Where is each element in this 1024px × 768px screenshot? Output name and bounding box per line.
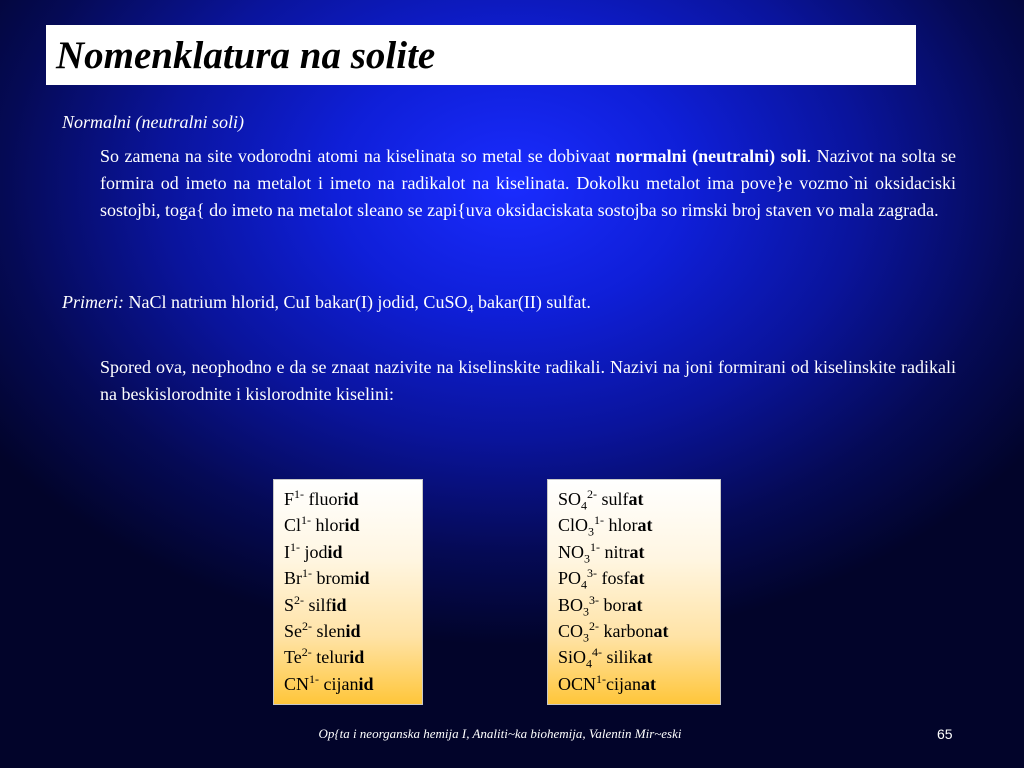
- anion-name-stem: brom: [312, 568, 355, 589]
- anion-name-suffix: at: [653, 620, 669, 641]
- anion-name-suffix: id: [349, 647, 365, 668]
- anion-name-stem: fosf: [597, 568, 630, 589]
- anion-symbol: OCN: [558, 673, 597, 694]
- anion-row: [284, 644, 422, 670]
- anion-name-stem: karbon: [599, 620, 654, 641]
- page-number: 65: [937, 726, 953, 742]
- anion-row: [284, 539, 422, 565]
- anion-name-suffix: id: [331, 594, 347, 615]
- section-heading: Normalni (neutralni soli): [62, 112, 245, 132]
- anion-row: [558, 539, 720, 565]
- anion-charge: 3-: [587, 566, 598, 581]
- anion-name-stem: silf: [304, 594, 332, 615]
- oxo-anions-box: [547, 479, 721, 705]
- anion-symbol: CO: [558, 620, 584, 641]
- paragraph-radicals: Spored ova, neophodno e da se znaat nazivite na kiselinskite radikali. Nazivi na joni formirani od kiselinskite radikali na beskislorodnite i kislorodnite kiselini:: [100, 357, 956, 404]
- anion-name-stem: hlor: [311, 515, 345, 536]
- anion-name-stem: slen: [312, 620, 346, 641]
- anion-row: [284, 486, 422, 512]
- examples-line: [62, 292, 591, 316]
- paragraph-normal-salts: [100, 143, 956, 224]
- examples-label: Primeri:: [62, 292, 124, 312]
- anion-row: [284, 512, 422, 538]
- anion-name-suffix: at: [628, 489, 644, 509]
- anion-row: [558, 618, 720, 644]
- anion-symbol: SO: [558, 489, 582, 509]
- anion-name-suffix: at: [627, 594, 643, 615]
- anion-subscript: 4: [581, 498, 588, 513]
- anion-symbol: Se: [284, 620, 302, 641]
- anion-subscript: 3: [588, 524, 595, 539]
- anion-charge: 1-: [594, 513, 605, 528]
- anion-row: [558, 565, 720, 591]
- anion-symbol: PO: [558, 568, 582, 589]
- anion-name-suffix: id: [327, 541, 343, 562]
- anion-charge: 1-: [596, 671, 607, 686]
- anion-symbol: Te: [284, 647, 302, 668]
- paragraph1-start: So zamena na site vodorodni atomi na kiselinata so metal se dobivaat: [100, 146, 616, 166]
- anion-name-suffix: at: [629, 541, 645, 562]
- anion-charge: 1-: [290, 539, 300, 554]
- footer-citation: Op{ta i neorganska hemija I, Analiti~ka biohemija, Valentin Mir~eski: [318, 726, 682, 741]
- examples-text-end: bakar(II) sulfat.: [473, 292, 591, 312]
- examples-subscript: 4: [467, 301, 474, 316]
- anion-row: [558, 671, 720, 697]
- paragraph1-bold-term: normalni (neutralni) soli: [615, 146, 807, 166]
- anion-subscript: 4: [581, 577, 588, 592]
- anion-name-suffix: at: [641, 673, 656, 694]
- anion-name-stem: cijan: [606, 673, 641, 694]
- anion-charge: 3-: [589, 592, 600, 607]
- anion-name-suffix: at: [637, 647, 653, 668]
- anion-symbol: NO: [558, 541, 584, 562]
- anion-charge: 2-: [589, 618, 600, 633]
- anion-charge: 2-: [302, 618, 312, 633]
- anion-row: [284, 565, 422, 591]
- anion-name-suffix: id: [343, 489, 359, 509]
- anion-name-suffix: at: [629, 568, 645, 589]
- anion-row: [558, 486, 720, 512]
- anion-name-suffix: id: [358, 673, 374, 694]
- slide-title: Nomenklatura na solite: [56, 33, 436, 77]
- anion-symbol: ClO: [558, 515, 589, 536]
- anion-charge: 1-: [309, 671, 320, 686]
- anion-charge: 4-: [592, 645, 603, 660]
- anion-charge: 1-: [590, 539, 600, 554]
- anion-row: [284, 618, 422, 644]
- anion-name-suffix: id: [344, 515, 360, 536]
- anion-name-stem: telur: [311, 647, 350, 668]
- anion-symbol: BO: [558, 594, 584, 615]
- anion-charge: 1-: [301, 513, 312, 528]
- anion-name-stem: cijan: [319, 673, 359, 694]
- anion-symbol: S: [284, 594, 295, 615]
- anion-name-stem: sulf: [597, 489, 629, 509]
- anion-name-suffix: id: [345, 620, 361, 641]
- anion-symbol: Cl: [284, 515, 302, 536]
- anion-subscript: 3: [583, 630, 590, 645]
- binary-anions-box: [273, 479, 423, 705]
- anion-subscript: 3: [583, 604, 590, 619]
- paragraph1-end: . Nazivot na solta se formira od imeto na metalot i imeto na radikalot na kiselinata. Dokolku metalot ima pove}e vozmo`ni oksidaciski sostojbi, toga{ do imeto na metalot sleano se zapi{uva oksidaciskata sostojba so rimski broj staven vo mala zagrada.: [100, 146, 957, 220]
- anion-symbol: SiO: [558, 647, 587, 668]
- title-box: [46, 25, 916, 85]
- anion-charge: 2-: [301, 645, 312, 660]
- anion-subscript: 3: [584, 551, 590, 566]
- examples-text: NaCl natrium hlorid, CuI bakar(I) jodid, CuSO: [124, 292, 468, 312]
- anion-row: [284, 671, 422, 697]
- anion-charge: 1-: [294, 487, 305, 501]
- anion-name-stem: hlor: [604, 515, 638, 536]
- anion-row: [558, 512, 720, 538]
- anion-name-suffix: at: [637, 515, 653, 536]
- anion-symbol: F: [284, 489, 295, 509]
- anion-symbol: I: [284, 541, 290, 562]
- anion-charge: 2-: [294, 592, 305, 607]
- anion-name-stem: bor: [599, 594, 628, 615]
- anion-charge: 1-: [302, 566, 312, 581]
- anion-name-suffix: id: [354, 568, 370, 589]
- anion-row: [284, 592, 422, 618]
- anion-name-stem: fluor: [304, 489, 344, 509]
- anion-row: [558, 644, 720, 670]
- anion-name-stem: jod: [300, 541, 328, 562]
- anion-name-stem: nitr: [600, 541, 630, 562]
- anion-subscript: 4: [586, 656, 593, 671]
- anion-charge: 2-: [587, 487, 598, 501]
- anion-symbol: CN: [284, 673, 310, 694]
- anion-row: [558, 592, 720, 618]
- anion-name-stem: silik: [602, 647, 638, 668]
- anion-symbol: Br: [284, 568, 302, 589]
